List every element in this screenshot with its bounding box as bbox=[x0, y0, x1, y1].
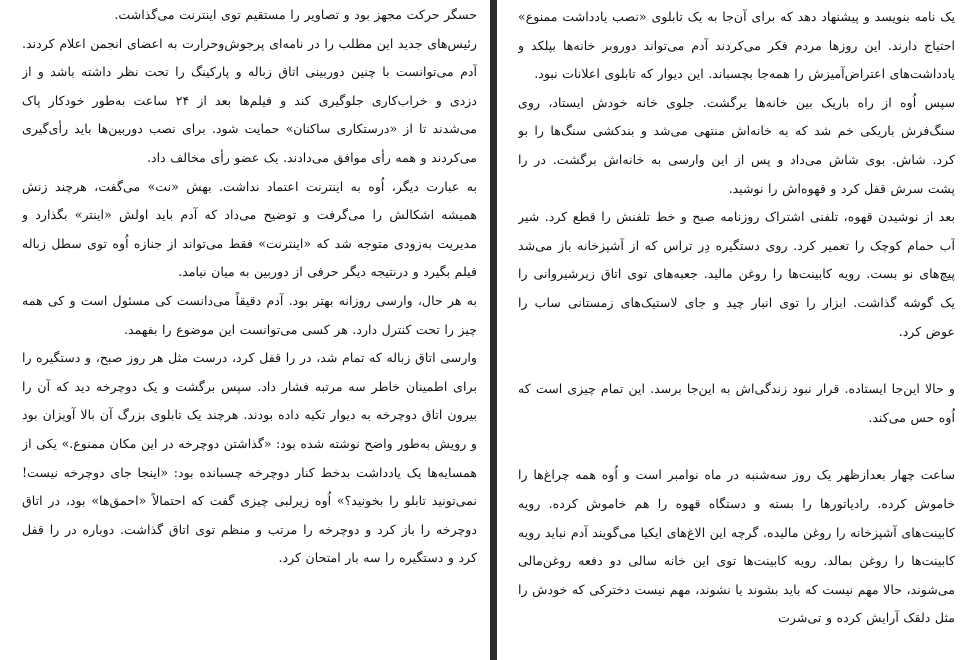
paragraph: وارسی اتاق زباله که تمام شد، در را قفل کرد، درست مثل هر روز صبح، و دستگیره را برای اطمینان خاطر سه مرتبه فشار داد. سپس برگشت و یک دوچرخه دید که آن را بیرون اتاق دوچرخه به دیوار تکیه داده بودند. هرچند یک تابلوی بزرگ آن بالا آویزان بود و رویش به‌طور واضح نوشته شده بود: «گذاشتن دوچرخه در این مکان ممنوع.» یکی از همسایه‌ها یک یادداشت بدخط کنار دوچرخه چسبانده بود: «اینجا جای دوچرخه نیست! نمی‌تونید تابلو را بخونید؟» اُوه زیرلبی چیزی گفت که احتمالاً «احمق‌ها» بود، در اتاق دوچرخه را باز کرد و دوچرخه را مرتب و منظم توی اتاق گذاشت. دوباره در را قفل کرد و دستگیره را سه بار امتحان کرد. bbox=[22, 350, 477, 566]
paragraph: ساعت چهار بعدازظهر یک روز سه‌شنبه در ماه نوامبر است و اُوه همه چراغ‌ها را خاموش کرده. رادیاتورها را بسته و دستگاه قهوه را هم خاموش کرده. رویه کابینت‌های آشپزخانه را روغن مالیده. گرچه این الاغ‌های ایکیا می‌گویند آدم نباید رویه کابینت‌ها را روغن بمالد. رویه کابینت‌ها توی این خانه سالی دو دفعه روغن‌مالی می‌شوند، حالا مهم نیست که باید بشوند یا نشوند، مهم نیست دخترکی که خودش را مثل دلقک آرایش کرده و تی‌شرت bbox=[518, 467, 955, 626]
paragraph: یک نامه بنویسد و پیشنهاد دهد که برای آن‌جا به یک تابلوی «نصب یادداشت ممنوع» احتیاج دارند. این روزها مردم فکر می‌کردند آدم می‌تواند دوروبر خانه‌ها بپلکد و یادداشت‌های اعتراض‌آمیزش را همه‌جا بچسباند. این دیوار که تابلوی اعلانات نبود. bbox=[518, 9, 955, 82]
paragraph: و حالا این‌جا ایستاده. قرار نبود زندگی‌اش به این‌جا برسد. این تمام چیزی است که اُوه حس می‌کند. bbox=[518, 381, 955, 425]
left-page-text bbox=[22, 0, 477, 573]
section-break bbox=[518, 346, 955, 375]
page-gutter-divider bbox=[490, 0, 497, 660]
right-page-text bbox=[518, 0, 955, 633]
paragraph: سپس اُوه از راه باریک بین خانه‌ها برگشت. جلوی خانه خودش ایستاد، روی سنگ‌فرش باریکی خم شد که به خانه‌اش منتهی می‌شد و بندکشی سنگ‌ها را بو کرد. شاش. بوی شاش می‌داد و پس از این وارسی به خانه‌اش برگشت. در را پشت سرش قفل کرد و قهوه‌اش را نوشید. bbox=[518, 94, 955, 196]
paragraph: به هر حال، وارسی روزانه بهتر بود. آدم دقیقاً می‌دانست کی مسئول است و کی همه چیز را تحت کنترل دارد. هر کسی می‌توانست این موضوع را بفهمد. bbox=[22, 292, 477, 337]
paragraph: بعد از نوشیدن قهوه، تلفنی اشتراک روزنامه صبح و خط تلفنش را قطع کرد. شیر آب حمام کوچک را تعمیر کرد. روی دستگیره دِر تراس که از آشپزخانه باز می‌شد پیچ‌های نو بست. رویه کابینت‌ها را روغن مالید. جعبه‌های توی اتاق زیرشیروانی را یک گوشه گذاشت. ابزار را توی انبار چید و جای لاستیک‌های زمستانی ساب را عوض کرد. bbox=[518, 209, 955, 339]
section-break bbox=[518, 432, 955, 461]
paragraph: به عبارت دیگر، اُوه به اینترنت اعتماد نداشت. بهش «نت» می‌گفت، هرچند زنش همیشه اشکالش را می‌گرفت و توضیح می‌داد که آدم باید اولش «اینتر» بگذارد و مدیریت به‌زودی متوجه شد که «اینترنت» فقط می‌تواند از جنازه اُوه توی سطل زباله فیلم بگیرد و درنتیجه دیگر حرفی از دوربین به میان نیامد. bbox=[22, 178, 477, 280]
paragraph: رئیس‌های جدید این مطلب را در نامه‌ای پرجوش‌وحرارت به اعضای انجمن اعلام کردند. آدم می‌توانست با چنین دوربینی اتاق زباله و پارکینگ را تحت نظر داشته باشد و از دزدی و خراب‌کاری جلوگیری کند و فیلم‌ها بعد از ۲۴ ساعت به‌طور خودکار پاک می‌شدند تا از «درستکاری ساکنان» حمایت شود. برای نصب دوربین‌ها باید رأی‌گیری می‌کردند و همه رأی موافق می‌دادند. یک عضو رأی مخالف داد. bbox=[22, 35, 477, 165]
paragraph: حسگر حرکت مجهز بود و تصاویر را مستقیم توی اینترنت می‌گذاشت. bbox=[114, 7, 477, 22]
right-page bbox=[518, 0, 955, 660]
left-page bbox=[22, 0, 477, 660]
